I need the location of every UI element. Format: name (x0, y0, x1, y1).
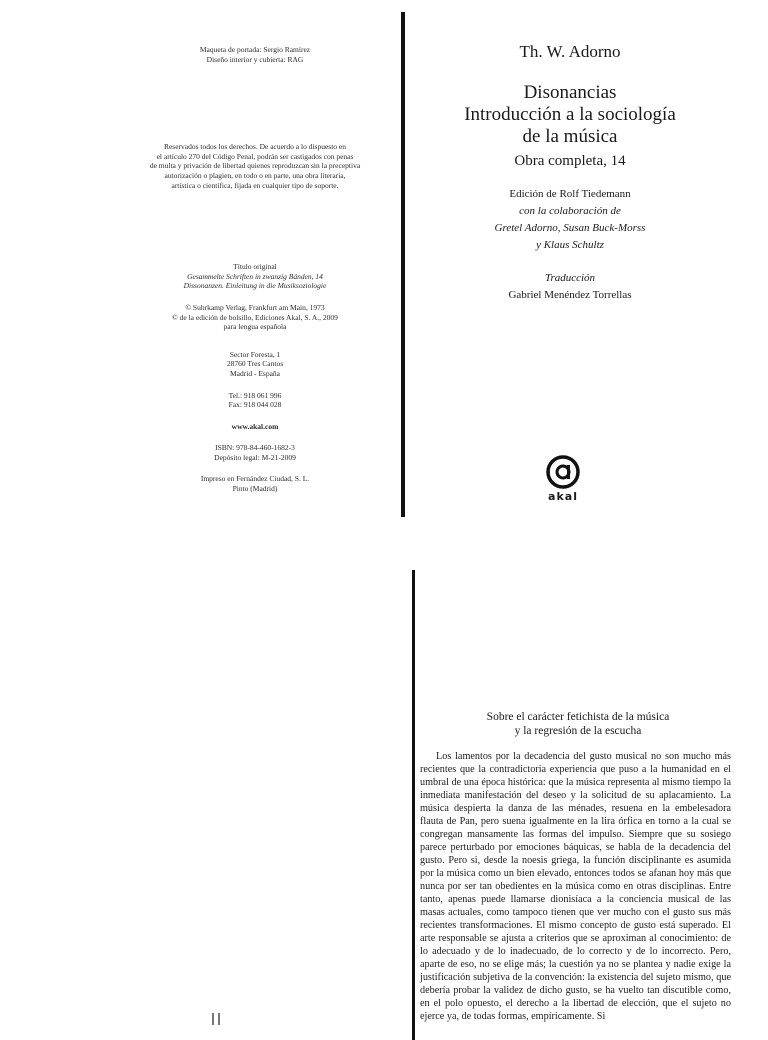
publisher-address (130, 350, 380, 379)
chapter-title-line: y la regresión de la escucha (514, 725, 642, 737)
original-title-line: Dissonanzen. Einleitung in die Musiksoziologie (183, 281, 327, 291)
publisher-phone (130, 391, 380, 410)
rights-line: Reservados todos los derechos. De acuerdo a lo dispuesto en (163, 142, 347, 152)
address-line: Madrid - España (230, 368, 280, 378)
original-title-line: Gesammelte Schriften in zwanzig Bänden, 14 (187, 271, 323, 281)
translation-info (420, 270, 720, 304)
chapter-title-line: Sobre el carácter fetichista de la música (486, 711, 670, 723)
publisher-brand: akal (548, 490, 578, 503)
title-line: Disonancias (523, 82, 617, 103)
bottom-spread (0, 560, 768, 1024)
copyright-line: © de la edición de bolsillo, Ediciones Akal, S. A., 2009 (172, 312, 338, 322)
body-paragraph: Los lamentos por la decadencia del gusto musical no son mucho más recientes que la contradictoria experiencia que puso a la humanidad en el umbral de una época histórica: que la música representa al mismo tiempo la inmediata manifestación del deseo y la solicitud de su aplacamiento. La música despierta la danza de las ménades, resuena en la embelesadora flauta de Pan, pero suena igualmente en la lira órfica en torno a la cual se congregan mansamente las formas del impulso. Siempre que su sosiego parece perturbado por emociones báquicas, se habla de la decadencia del gusto. Pero si, desde la noesis griega, la función disciplinante es asumida por la música como un bien elevado, entonces todos se afanan hoy más que nunca por ser tan obedientes en la música como en otras disciplinas. Entre tanto, apenas puede llamarse dionisíaca a la conciencia musical de las masas actuales, como tampoco tienen que ver mucho con el gusto sus más recientes transformaciones. El mismo concepto de gusto está superado. El arte responsable se ajusta a criterios que se aproximan al conocimiento: de lo adecuado y de lo inadecuado, de lo correcto y de lo incorrecto. Pero, aparte de eso, no se elige más; la cuestión ya no se plantea y nadie exige la justificación subjetiva de la convención: la existencia del sujeto mismo, que debería probar la validez de dicho gusto, se ha vuelto tan discutible como, en el polo opuesto, el derecho a la libertad de elección, que el sujeto no ejerce ya, de todas formas, empíricamente. Si (420, 751, 731, 1022)
printer-info (130, 474, 380, 493)
scan-marks (212, 1012, 224, 1024)
printer-line: Pinto (Madrid) (232, 484, 278, 494)
printer-line: Impreso en Fernández Ciudad, S. L. (200, 474, 310, 484)
collab-line: y Klaus Schultz (536, 239, 604, 251)
rights-line: artística o científica, fijada en cualquier tipo de soporte. (171, 180, 339, 190)
translator: Gabriel Menéndez Torrellas (508, 289, 632, 301)
collab-line: con la colaboración de (519, 205, 621, 217)
title-page (420, 42, 720, 304)
credits (130, 45, 380, 64)
isbn-block (130, 443, 380, 462)
akal-logo-icon (546, 455, 580, 489)
translation-label: Traducción (544, 272, 596, 284)
gutter-line (401, 12, 405, 517)
chapter-body (420, 750, 731, 1023)
chapter-title (428, 710, 728, 738)
address-line: Sector Foresta, 1 (229, 349, 281, 359)
isbn-line: ISBN: 978-84-460-1682-3 (215, 443, 295, 453)
gutter-line (412, 570, 415, 1040)
author: Th. W. Adorno (519, 42, 621, 61)
rights-notice (130, 142, 380, 190)
original-title (130, 262, 380, 291)
title-line: Introducción a la sociología (464, 104, 676, 125)
rights-line: de multa y privación de libertad quienes reproduzcan sin la preceptiva (149, 161, 361, 171)
publisher-website: www.akal.com (231, 421, 279, 431)
phone-line: Tel.: 918 061 996 (228, 390, 282, 400)
copyright-line: para lengua española (223, 322, 287, 332)
title-line: de la música (522, 126, 618, 147)
rights-line: el artículo 270 del Código Penal, podrán ser castigados con penas (156, 151, 354, 161)
credit-line: Diseño interior y cubierta: RAG (206, 54, 304, 64)
address-line: 28760 Tres Cantos (226, 359, 284, 369)
original-title-label: Título original (233, 262, 277, 272)
rights-line: autorización o plagien, en todo o en parte, una obra literaria, (164, 170, 346, 180)
editor: Edición de Rolf Tiedemann (509, 188, 631, 200)
copyright-notice (130, 303, 380, 332)
edition-info (420, 186, 720, 254)
book-title (420, 82, 720, 148)
publisher-logo (535, 455, 591, 503)
fax-line: Fax: 918 044 028 (228, 400, 282, 410)
copyright-line: © Suhrkamp Verlag, Frankfurt am Main, 1973 (185, 302, 325, 312)
collab-line: Gretel Adorno, Susan Buck-Morss (494, 222, 646, 234)
copyright-page (130, 45, 380, 494)
book-subtitle: Obra completa, 14 (514, 153, 626, 169)
credit-line: Maqueta de portada: Sergio Ramírez (199, 45, 311, 54)
legal-deposit-line: Depósito legal: M-21-2009 (214, 452, 296, 462)
